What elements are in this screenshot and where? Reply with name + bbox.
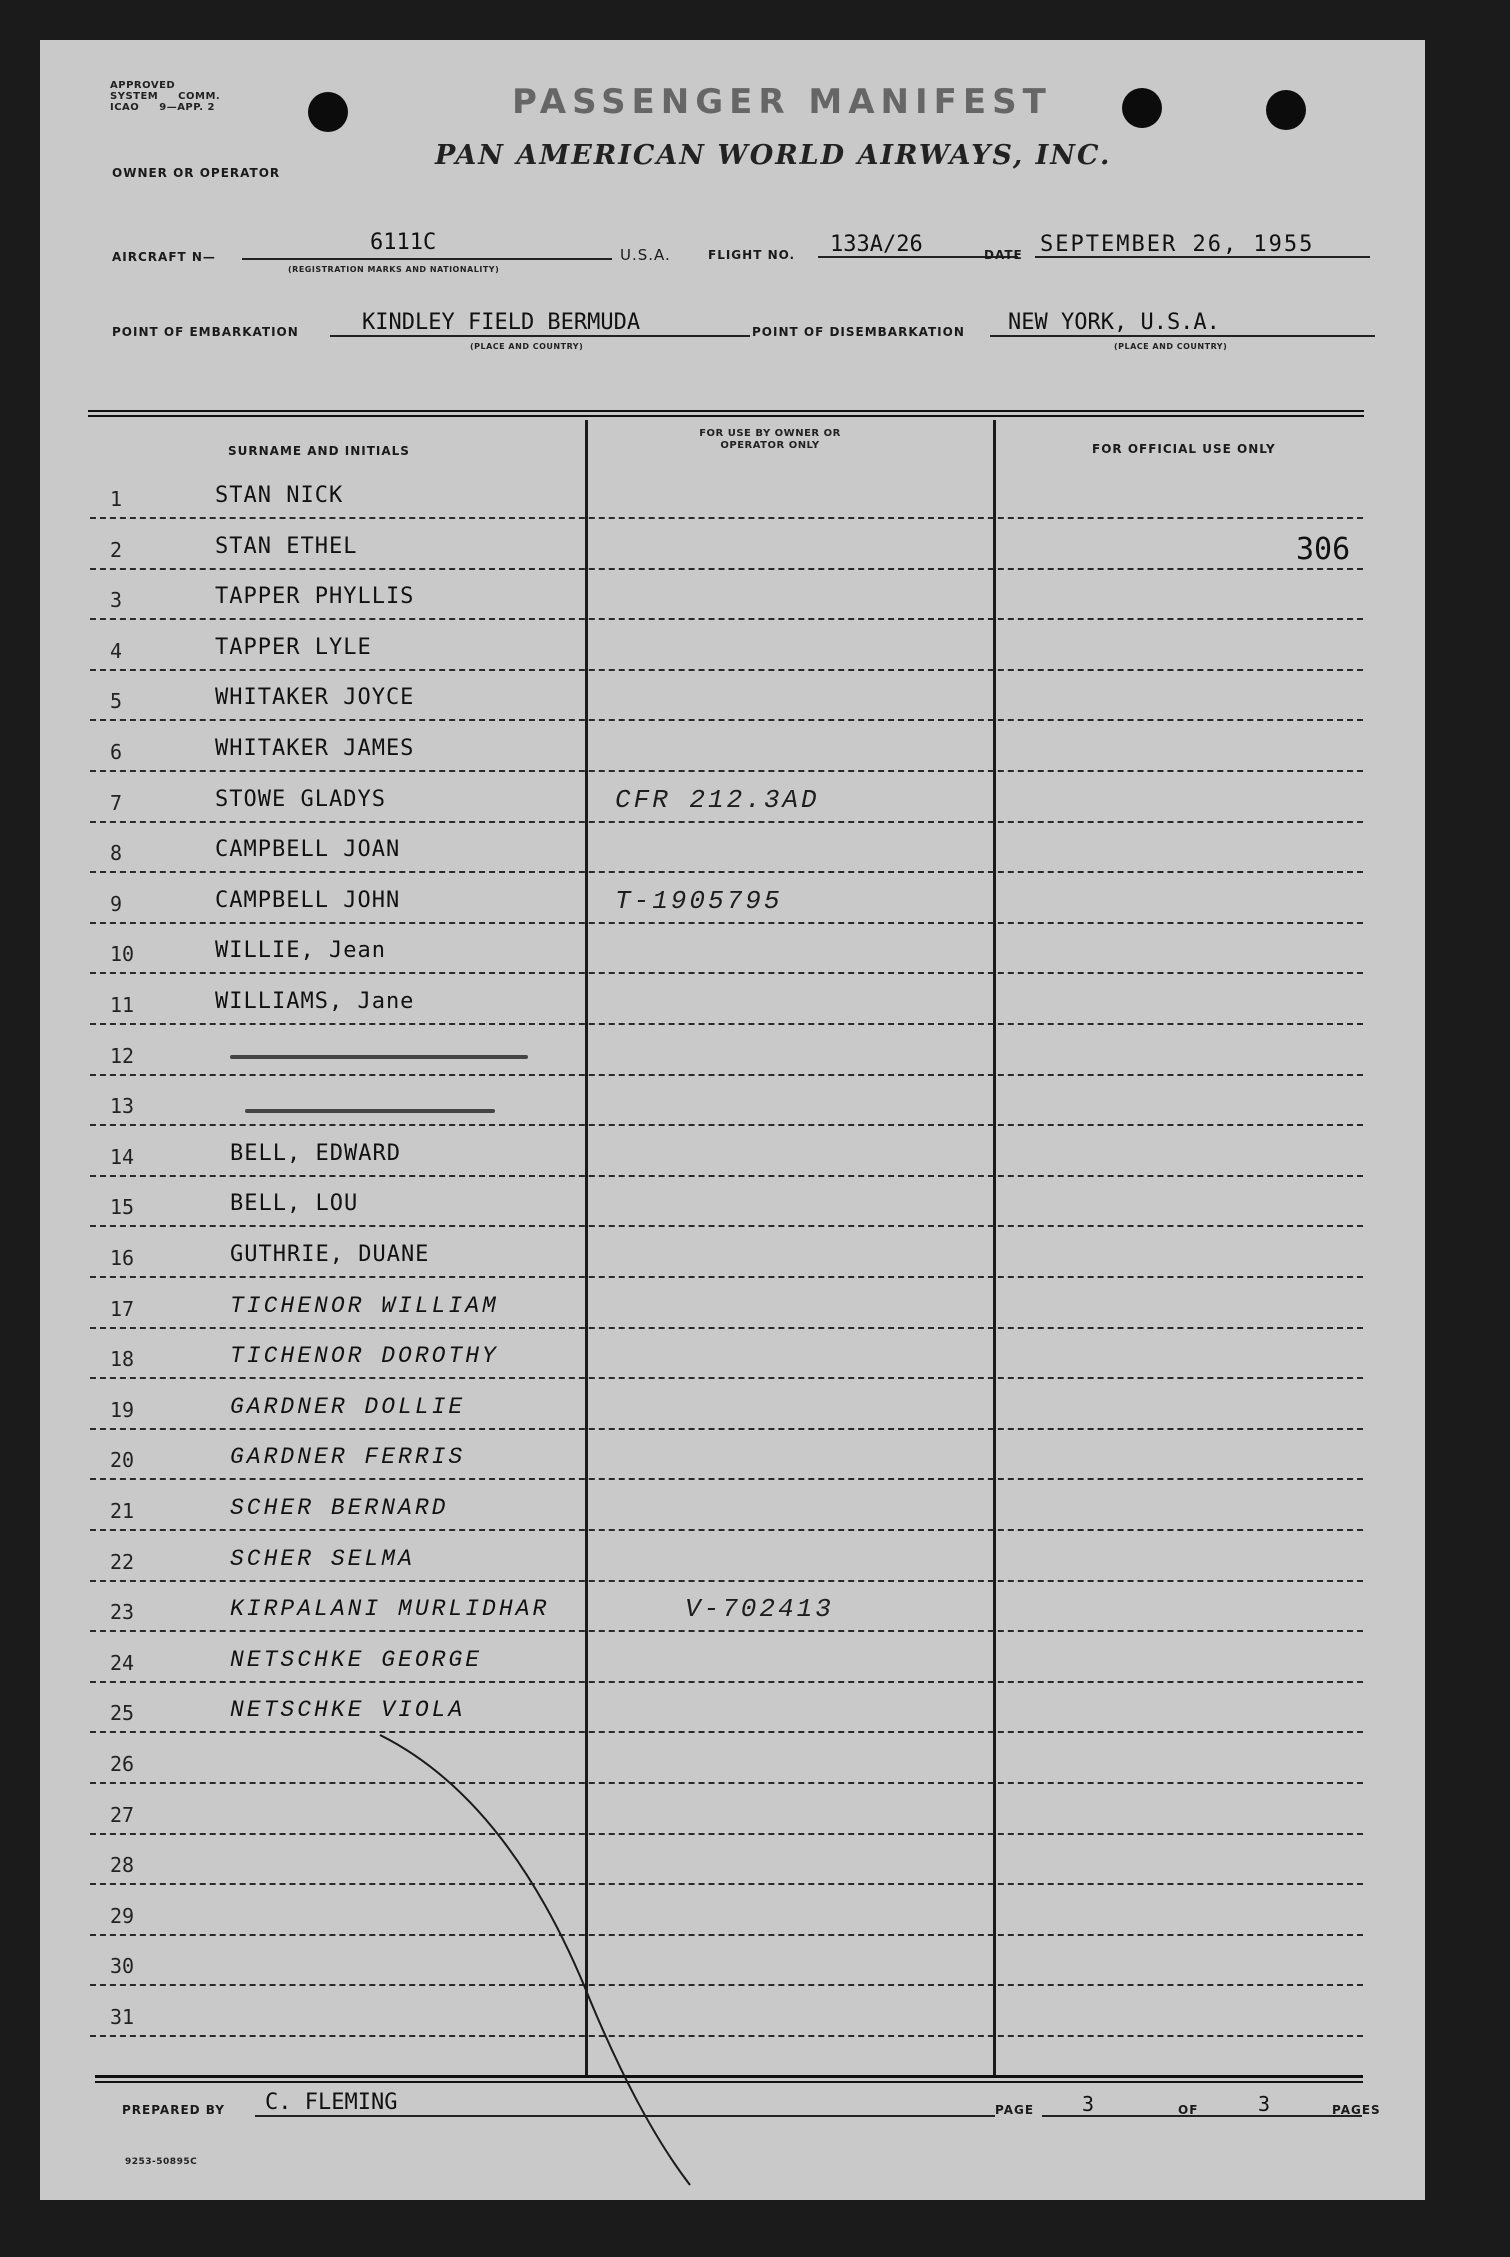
pages-label: PAGES	[1332, 2103, 1381, 2117]
approval-line-3: ICAO 9—APP. 2	[110, 102, 215, 113]
passenger-name: BELL, EDWARD	[230, 1140, 401, 1166]
row-number: 1	[110, 487, 123, 511]
row-number: 20	[110, 1448, 135, 1473]
total-pages: 3	[1258, 2092, 1271, 2116]
pen-stroke	[40, 40, 1425, 2200]
passenger-name: STAN NICK	[215, 483, 344, 508]
passenger-name: TAPPER LYLE	[215, 634, 372, 660]
form-code: 9253-50895C	[125, 2157, 198, 2167]
official-note: 306	[1296, 532, 1351, 567]
row-number: 21	[110, 1499, 135, 1523]
row-number: 28	[110, 1853, 135, 1878]
row-number: 8	[110, 841, 123, 866]
approval-line-2: SYSTEM COMM.	[110, 91, 221, 102]
airline-name: PAN AMERICAN WORLD AIRWAYS, INC.	[435, 140, 1112, 171]
owner-note: V-702413	[685, 1594, 834, 1625]
disembarkation-label: POINT OF DISEMBARKATION	[752, 325, 965, 339]
passenger-name: STAN ETHEL	[215, 533, 358, 559]
row-number: 26	[110, 1752, 135, 1776]
disembarkation-place: NEW YORK, U.S.A.	[1008, 310, 1220, 335]
row-number: 24	[110, 1650, 135, 1675]
row-number: 11	[110, 993, 135, 1017]
row-number: 12	[110, 1043, 135, 1068]
embarkation-label: POINT OF EMBARKATION	[112, 325, 299, 339]
passenger-name: CAMPBELL JOAN	[215, 837, 401, 863]
passenger-name: GARDNER DOLLIE	[230, 1393, 466, 1420]
row-number: 29	[110, 1903, 135, 1928]
row-number: 23	[110, 1600, 135, 1625]
passenger-name: STOWE GLADYS	[215, 786, 386, 812]
manifest-sheet	[40, 40, 1425, 2200]
flight-number: 133A/26	[830, 232, 923, 257]
embarkation-place: KINDLEY FIELD BERMUDA	[362, 310, 641, 335]
prepared-by-underline	[255, 2115, 995, 2117]
passenger-name: WHITAKER JOYCE	[215, 685, 415, 711]
embarkation-caption: (PLACE AND COUNTRY)	[470, 342, 584, 351]
row-number: 3	[110, 588, 123, 613]
passenger-name: SCHER BERNARD	[230, 1495, 449, 1521]
row-number: 27	[110, 1802, 135, 1827]
aircraft-label: AIRCRAFT N—	[112, 250, 216, 264]
registration-caption: (REGISTRATION MARKS AND NATIONALITY)	[288, 265, 500, 274]
row-number: 10	[110, 942, 135, 967]
row-number: 5	[110, 689, 123, 714]
passenger-name: BELL, LOU	[230, 1191, 359, 1217]
passenger-name: KIRPALANI MURLIDHAR	[230, 1596, 550, 1623]
row-number: 9	[110, 891, 123, 916]
passenger-name: SCHER SELMA	[230, 1545, 415, 1572]
row-number: 13	[110, 1094, 135, 1119]
of-label: OF	[1178, 2103, 1199, 2117]
owner-operator-label: OWNER OR OPERATOR	[112, 166, 281, 180]
passenger-name: WILLIE, Jean	[215, 938, 386, 964]
passenger-name: TICHENOR WILLIAM	[230, 1292, 499, 1319]
row-number: 17	[110, 1296, 135, 1321]
row-number: 14	[110, 1144, 135, 1169]
passenger-name: CAMPBELL JOHN	[215, 887, 401, 913]
row-number: 15	[110, 1195, 135, 1220]
aircraft-number: 6111C	[370, 230, 437, 255]
prepared-by-name: C. FLEMING	[265, 2090, 398, 2115]
row-number: 2	[110, 537, 123, 562]
disembarkation-caption: (PLACE AND COUNTRY)	[1114, 342, 1228, 351]
row-number: 16	[110, 1246, 135, 1270]
row-number: 25	[110, 1701, 135, 1726]
passenger-name: NETSCHKE VIOLA	[230, 1697, 466, 1724]
row-number: 7	[110, 790, 123, 815]
page-title: PASSENGER MANIFEST	[512, 82, 1052, 122]
page-label: PAGE	[995, 2103, 1035, 2117]
owner-note: T-1905795	[615, 885, 783, 916]
approval-line-1: APPROVED	[110, 80, 176, 91]
passenger-name: GUTHRIE, DUANE	[230, 1242, 430, 1267]
col-header-owner: FOR USE BY OWNER OR OPERATOR ONLY	[699, 428, 841, 451]
col-header-surname: SURNAME AND INITIALS	[228, 444, 410, 458]
row-number: 6	[110, 740, 123, 764]
passenger-name: TICHENOR DOROTHY	[230, 1343, 499, 1370]
passenger-name: GARDNER FERRIS	[230, 1444, 466, 1471]
passenger-name: WHITAKER JAMES	[215, 736, 415, 761]
date-label: DATE	[984, 248, 1023, 262]
row-number: 18	[110, 1347, 135, 1372]
row-number: 22	[110, 1549, 135, 1574]
page-number: 3	[1082, 2092, 1095, 2116]
passenger-name: WILLIAMS, Jane	[215, 989, 415, 1014]
flight-number-label: FLIGHT NO.	[708, 248, 796, 262]
usa-label: U.S.A.	[620, 246, 671, 264]
row-number: 30	[110, 1954, 135, 1979]
flight-date: SEPTEMBER 26, 1955	[1040, 232, 1315, 257]
passenger-name: TAPPER PHYLLIS	[215, 584, 415, 610]
row-number: 31	[110, 2005, 135, 2029]
prepared-by-label: PREPARED BY	[122, 2103, 225, 2117]
col-header-official: FOR OFFICIAL USE ONLY	[1092, 442, 1276, 456]
passenger-name: NETSCHKE GEORGE	[230, 1646, 483, 1673]
row-number: 4	[110, 638, 123, 663]
owner-note: CFR 212.3AD	[615, 784, 820, 815]
row-number: 19	[110, 1397, 135, 1422]
